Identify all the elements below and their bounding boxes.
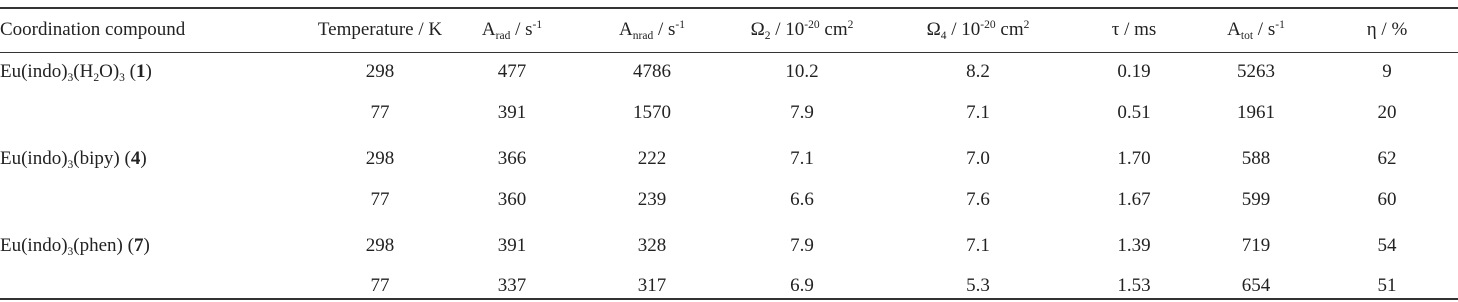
table-cell: 6.6 — [790, 189, 814, 210]
table-cell: 54 — [1377, 235, 1397, 256]
table-cell: 8.2 — [966, 61, 990, 82]
table-cell: 1.67 — [1117, 189, 1151, 210]
compound-name: $Eu(indo)_3(phen)$ (7) — [0, 235, 150, 258]
table-cell: 298 — [365, 61, 395, 82]
column-header: Coordination compound — [0, 19, 186, 40]
table-header-rule — [0, 52, 1458, 53]
table-cell: 77 — [370, 102, 390, 123]
table-cell: 1961 — [1237, 102, 1275, 123]
table-top-rule — [0, 7, 1458, 9]
table-cell: 20 — [1377, 102, 1397, 123]
table-cell: 9 — [1382, 61, 1392, 82]
table-cell: 239 — [637, 189, 667, 210]
column-header: $A_{tot} / s^{-1}$ — [1227, 19, 1285, 42]
column-header: $A_{rad} / s^{-1}$ — [481, 19, 543, 42]
table-cell: 5.3 — [966, 275, 990, 296]
table-cell: 4786 — [633, 61, 671, 82]
table-cell: 77 — [370, 189, 390, 210]
table-cell: 7.1 — [966, 102, 990, 123]
column-header: $\Omega_4 / 10^{-20}$ $cm^2$ — [926, 19, 1030, 42]
table-cell: 298 — [365, 235, 395, 256]
table-cell: 77 — [370, 275, 390, 296]
table-cell: 7.0 — [966, 148, 990, 169]
table-cell: 10.2 — [785, 61, 819, 82]
table-cell: 1.53 — [1117, 275, 1151, 296]
column-header: $A_{nrad} / s^{-1}$ — [619, 19, 685, 42]
table-cell: 599 — [1241, 189, 1271, 210]
table-cell: 391 — [497, 235, 527, 256]
table-cell: 62 — [1377, 148, 1397, 169]
table-cell: 7.1 — [790, 148, 814, 169]
table-cell: 477 — [497, 61, 527, 82]
table-cell: 391 — [497, 102, 527, 123]
table-cell: 0.19 — [1117, 61, 1151, 82]
compound-name: $Eu(indo)_3(H_2O)_3$ (1) — [0, 61, 152, 84]
table-cell: 298 — [365, 148, 395, 169]
table-cell: 337 — [497, 275, 527, 296]
column-header: $\Omega_2 / 10^{-20}$ $cm^2$ — [750, 19, 854, 42]
table-cell: 0.51 — [1117, 102, 1151, 123]
column-header: η / % — [1366, 19, 1408, 40]
table-cell: 7.1 — [966, 235, 990, 256]
table-cell: 1.70 — [1117, 148, 1151, 169]
table-cell: 366 — [497, 148, 527, 169]
table-cell: 1.39 — [1117, 235, 1151, 256]
table-cell: 51 — [1377, 275, 1397, 296]
table-cell: 654 — [1241, 275, 1271, 296]
table-cell: 7.9 — [790, 235, 814, 256]
column-header: Temperature / K — [317, 19, 443, 40]
table-cell: 328 — [637, 235, 667, 256]
compound-name: $Eu(indo)_3(bipy)$ (4) — [0, 148, 147, 171]
column-header: τ / ms — [1111, 19, 1157, 40]
table-cell: 719 — [1241, 235, 1271, 256]
table-cell: 317 — [637, 275, 667, 296]
table-cell: 1570 — [633, 102, 671, 123]
table-cell: 6.9 — [790, 275, 814, 296]
table-cell: 222 — [637, 148, 667, 169]
table-cell: 360 — [497, 189, 527, 210]
table-cell: 5263 — [1237, 61, 1275, 82]
table-cell: 60 — [1377, 189, 1397, 210]
table-bottom-rule — [0, 298, 1458, 300]
table-cell: 588 — [1241, 148, 1271, 169]
table-cell: 7.9 — [790, 102, 814, 123]
table-cell: 7.6 — [966, 189, 990, 210]
